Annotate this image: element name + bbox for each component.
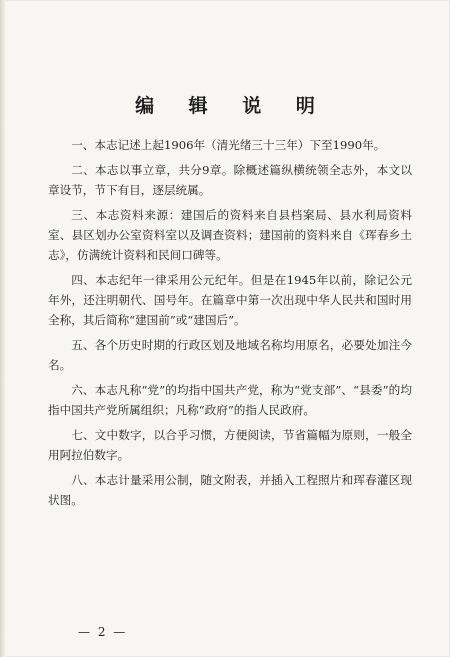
- note-paragraph-2: 二、本志以事立章，共分9章。除概述篇纵横统领全志外，本文以章设节，节下有目，逐层统属。: [48, 163, 412, 197]
- note-paragraph-7: 七、文中数字，以合乎习惯，方便阅读，节省篇幅为原则，一般全用阿拉伯数字。: [48, 428, 412, 462]
- editorial-notes-body: [48, 135, 412, 515]
- note-paragraph-4: 四、本志纪年一律采用公元纪年。但是在1945年以前，除记公元年外，还注明朝代、国号年。在篇章中第一次出现中华人民共和国时用全称，其后简称“建国前”或“建国后”。: [48, 273, 412, 327]
- note-paragraph-8: 八、本志计量采用公制，随文附表，并插入工程照片和珲春灌区现状图。: [48, 473, 412, 507]
- page-title: 编 辑 说 明: [135, 95, 329, 117]
- page-number: — 2 —: [78, 625, 128, 639]
- note-paragraph-5: 五、各个历史时期的行政区划及地域名称均用原名，必要处加注今名。: [48, 338, 412, 372]
- note-paragraph-1: 一、本志记述上起1906年（清光绪三十三年）下至1990年。: [71, 138, 386, 152]
- note-paragraph-3: 三、本志资料来源：建国后的资料来自县档案局、县水利局资料室、县区划办公室资料室以及调查资料；建国前的资料来自《珲春乡土志》，仿满统计资料和民间口碑等。: [48, 208, 412, 262]
- note-paragraph-6: 六、本志凡称“党”的均指中国共产党，称为“党支部”、“县委”的均指中国共产党所属组织；凡称“政府”的指人民政府。: [48, 383, 412, 417]
